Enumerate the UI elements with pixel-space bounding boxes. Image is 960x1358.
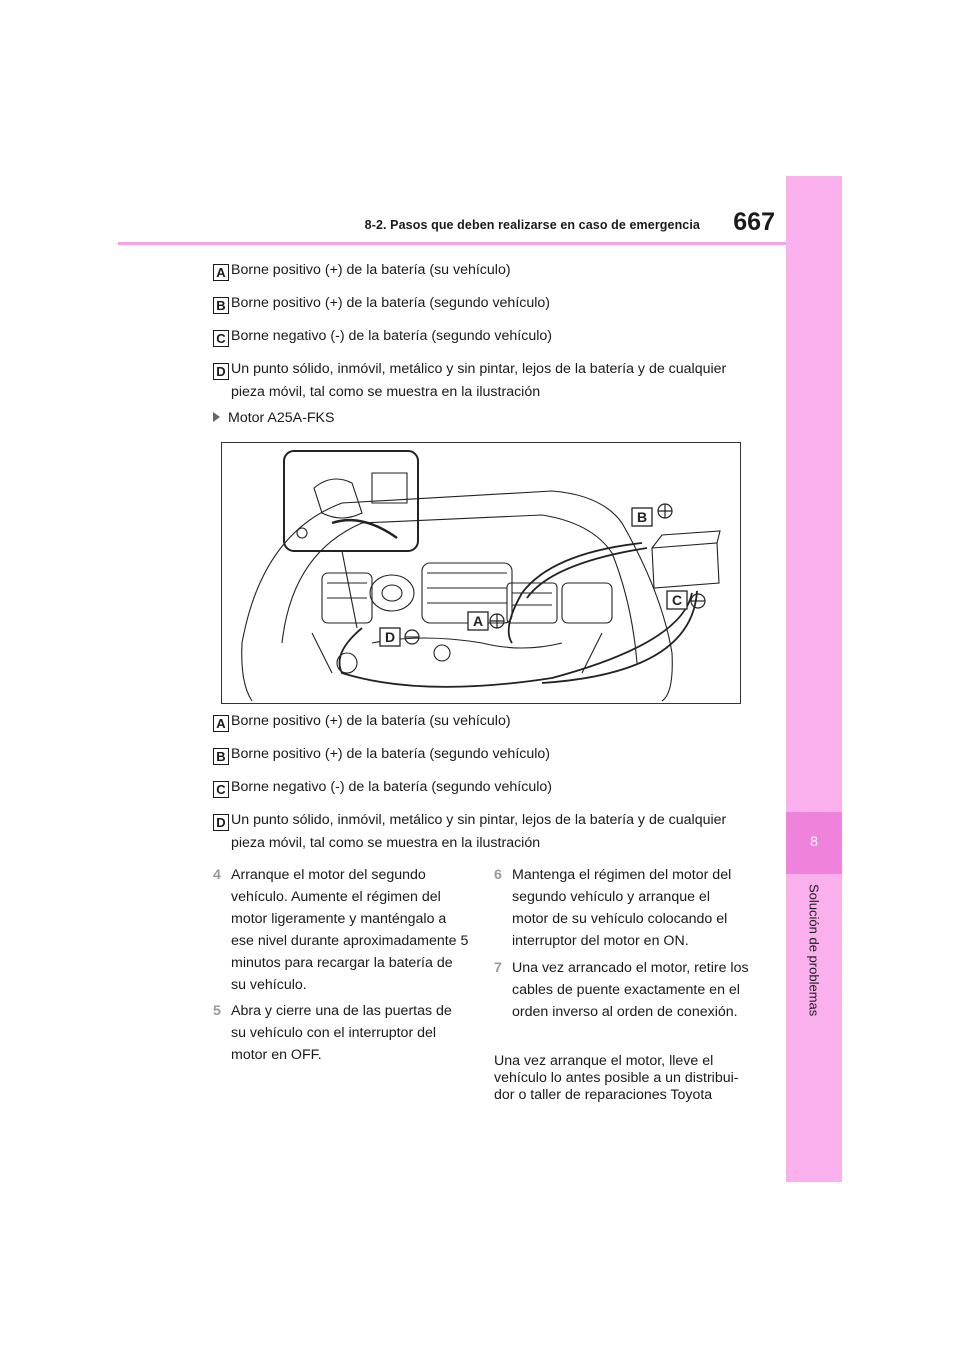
section-title: 8-2. Pasos que deben realizarse en caso de emergencia [364,218,700,232]
triangle-bullet-icon [213,412,220,422]
closing-note: Una vez arranque el motor, lleve el vehículo lo antes posible a un distribui-dor o taller de reparaciones Toyota [494,1053,739,1103]
legend-text: Borne positivo (+) de la batería (segundo vehículo) [231,295,551,311]
legend-text: Borne positivo (+) de la batería (segundo vehículo) [231,746,551,762]
engine-bay-drawing [222,443,740,703]
chapter-title: Solución de problemas [806,884,822,1017]
figure-label-a [468,612,488,630]
label-badge: C [213,781,229,798]
header-rule [118,242,786,245]
step-text: Arranque el motor del segundo vehículo. Aumente el régimen del motor ligeramente y manténgalo a ese nivel durante aproximadamente 5 minutos para recargar la batería de su vehículo. [231,867,469,993]
step-number: 7 [494,960,502,976]
label-badge: C [213,330,229,347]
label-badge: D [213,814,229,831]
step-number: 6 [494,867,502,883]
step-number: 4 [213,867,221,883]
engine-bullet [213,410,334,426]
svg-text:C: C [671,592,683,608]
label-badge: B [213,748,229,765]
legend-text: Borne positivo (+) de la batería (su vehículo) [231,262,511,278]
jump-start-illustration [221,442,741,704]
step-text: Una vez arrancado el motor, retire los cables de puente exactamente en el orden inverso al orden de conexión. [512,960,749,1020]
figure-label-d [380,628,400,646]
chapter-number: 8 [810,833,818,849]
step-text: Mantenga el régimen del motor del segundo vehículo y arranque el motor de su vehículo colocando el interruptor del motor en ON. [512,867,732,949]
legend-text: Un punto sólido, inmóvil, metálico y sin pintar, lejos de la batería y de cualquier pieza móvil, tal como se muestra en la ilustración [231,812,727,851]
page-number: 667 [733,208,775,236]
svg-text:A: A [472,613,484,629]
step-text: Abra y cierre una de las puertas de su vehículo con el interruptor del motor en OFF. [231,1003,452,1063]
svg-text:B: B [636,509,648,525]
label-badge: B [213,297,229,314]
legend-text: Borne negativo (-) de la batería (segundo vehículo) [231,328,552,344]
figure-label-b [632,508,652,526]
legend-text: Borne positivo (+) de la batería (su vehículo) [231,713,511,729]
svg-text:D: D [384,629,396,645]
label-badge: A [213,264,229,281]
legend-text: Borne negativo (-) de la batería (segundo vehículo) [231,779,552,795]
step-number: 5 [213,1003,221,1019]
label-badge: A [213,715,229,732]
label-badge: D [213,363,229,380]
figure-label-c [667,591,687,609]
legend-text: Un punto sólido, inmóvil, metálico y sin pintar, lejos de la batería y de cualquier pieza móvil, tal como se muestra en la ilustración [231,361,727,400]
engine-label: Motor A25A-FKS [228,410,335,426]
